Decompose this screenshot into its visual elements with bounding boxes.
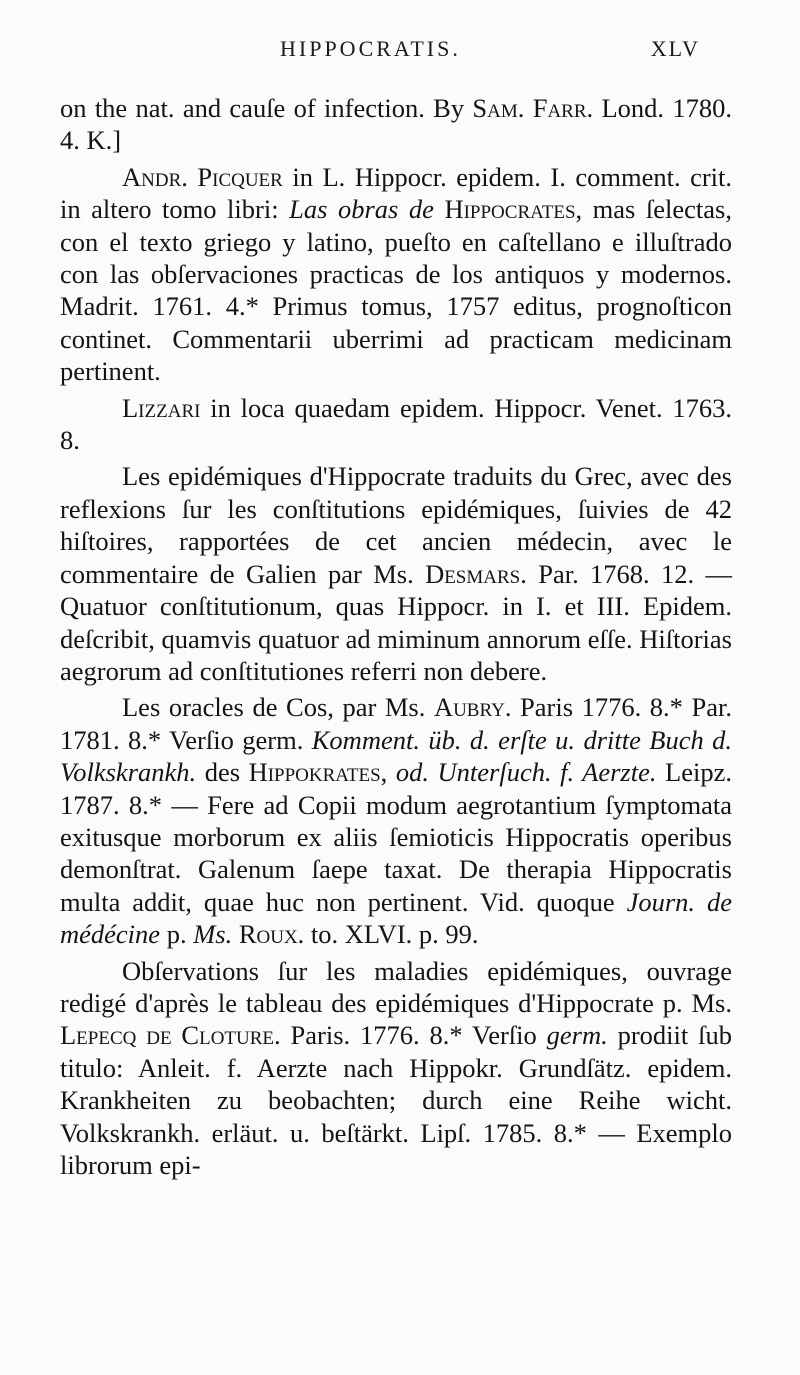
author-name: Lepecq de Cloture [60, 1020, 275, 1051]
paragraph-5 [60, 691, 732, 950]
book-title: od. Unterſuch. f. Aerzte. [395, 757, 657, 788]
body-text [60, 92, 732, 1181]
book-title: Komment. üb. d. erſte u. dritte Buch d. Volkskrankh. [60, 724, 732, 788]
running-title: HIPPOCRATIS. [280, 36, 461, 61]
text-run: Les oracles de Cos, par Ms. [122, 692, 434, 723]
paragraph-4 [60, 460, 732, 687]
journal-title: Journ. de médécine [60, 886, 732, 950]
paragraph-6 [60, 955, 732, 1182]
text-run: Leipz. 1787. 8.* — Fere ad Copii modum aegrotantium ſymptomata exitusque morborum ex aliis ſemioticis Hippocratis operibus demonſtrat. Galenum ſaepe taxat. De therapia Hippocratis multa addit, quae huc non pertinent. Vid. quoque [60, 757, 732, 917]
text-run: Les epidémiques d'Hippocrate traduits du Grec, avec des reflexions ſur les conſtitutions epidémiques, ſuivies de 42 hiſtoires, rapportées de cet ancien médecin, avec le commentaire de Galien par Ms. [60, 461, 732, 589]
author-name: Lizzari [122, 392, 201, 423]
text-run: . Par. 1768. 12. — Quatuor conſtitutionum, quas Hippocr. in I. et III. Epidem. deſcribit, quamvis quatuor ad miminum annorum eſſe. Hiſtorias aegrorum ad conſtitutiones referri non debere. [60, 558, 732, 686]
text-run: . Paris 1776. 8.* Par. 1781. 8.* Verſio germ. [60, 692, 732, 755]
paragraph-2 [60, 161, 732, 388]
text-run: Obſervations ſur les maladies epidémiques, ouvrage redigé d'après le tableau des epidémiques d'Hippocrate p. Ms. [60, 955, 732, 1018]
text-run: p. [160, 919, 194, 950]
page-header [0, 36, 800, 66]
text-run [434, 194, 445, 224]
author-name: Roux [238, 919, 298, 950]
book-title: Las obras de [289, 194, 434, 225]
text-run: , mas ſelectas, con el texto griego y latino, pueſto en caſtellano e illuſtrado con las obſervaciones practicas de los antiquos y modernos. Madrit. 1761. 4.* Primus tomus, 1757 editus, prognoſticon continet. Commentarii uberrimi ad practicam medicinam pertinent. [60, 194, 732, 387]
paragraph-3 [60, 392, 732, 457]
text-run-italic: germ. [546, 1020, 608, 1051]
text-run [232, 919, 239, 949]
text-run: . Paris. 1776. 8.* Verſio [274, 1020, 547, 1051]
author-name: Hippokrates [248, 757, 381, 788]
text-run: , [380, 757, 396, 788]
author-name: Desmars [425, 558, 521, 589]
text-run: in loca quaedam epidem. Hippocr. Venet. 1763. 8. [60, 392, 732, 456]
text-run: on the nat. and cauſe of infection. By [60, 93, 473, 123]
text-run: prodiit ſub titulo: Anleit. f. Aerzte nach Hippokr. Grundſätz. epidem. Krankheiten zu beobachten; durch eine Reihe wicht. Volkskrankh. erläut. u. beſtärkt. Lipſ. 1785. 8.* — Exemplo librorum epi- [60, 1020, 732, 1180]
text-run: . to. XLVI. p. 99. [297, 919, 479, 950]
text-run-italic: Ms. [193, 919, 233, 950]
paragraph-1 [60, 92, 732, 157]
author-name: Hippocrates [444, 194, 576, 225]
author-name: Andr. Picquer [122, 161, 283, 192]
author-name: Sam. Farr [472, 93, 587, 123]
author-name: Aubry [433, 692, 505, 723]
text-run: . Lond. 1780. 4. K.] [60, 93, 732, 156]
text-run: des [196, 757, 249, 788]
text-run: in L. Hippocr. epidem. I. comment. crit. in altero tomo libri: [60, 161, 733, 225]
page-number: XLV [650, 36, 700, 61]
